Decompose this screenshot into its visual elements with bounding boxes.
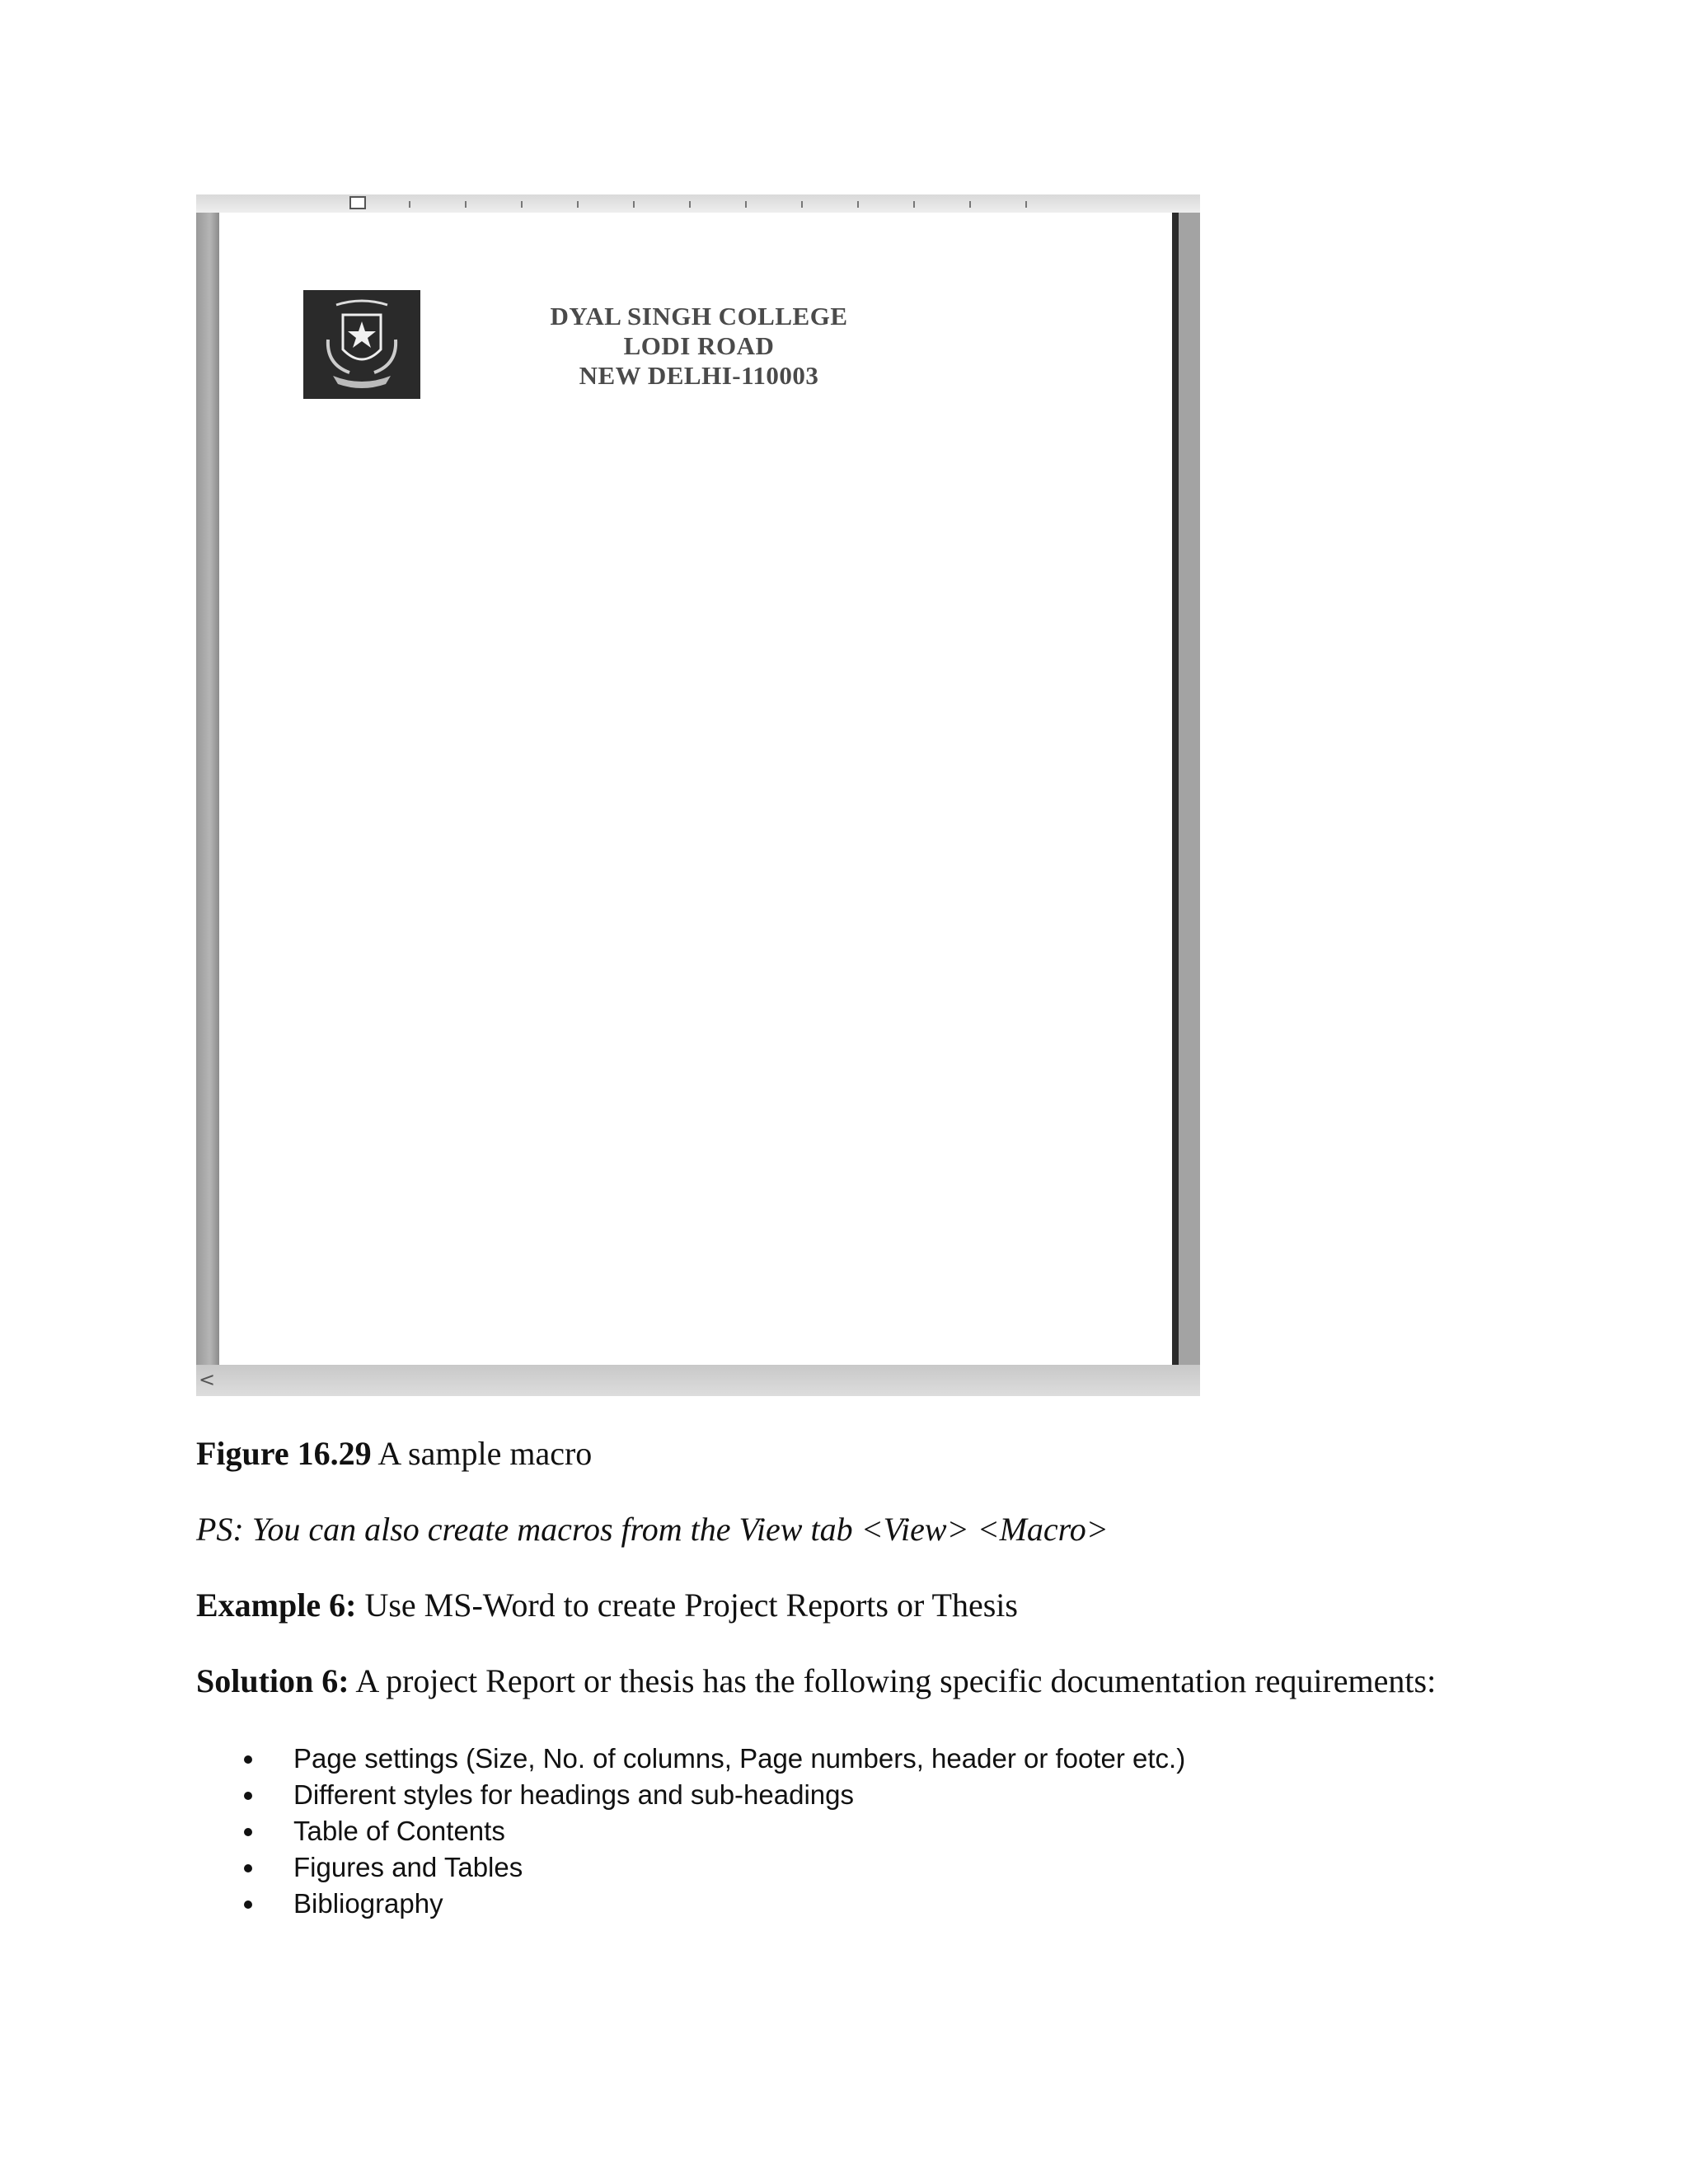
college-name: DYAL SINGH COLLEGE [550, 302, 848, 330]
ruler-tick [801, 201, 803, 208]
college-crest-icon [303, 290, 420, 399]
ruler-tick [521, 201, 523, 208]
scroll-left-icon[interactable]: < [198, 1368, 216, 1391]
college-header [509, 302, 889, 391]
bullet-icon [244, 1792, 252, 1800]
ruler-tick [1025, 201, 1027, 208]
list-item-text: Figures and Tables [293, 1852, 523, 1882]
horizontal-ruler[interactable] [196, 194, 1200, 213]
horizontal-scrollbar[interactable] [196, 1365, 1200, 1396]
ruler-tick [633, 201, 635, 208]
word-document-screenshot [196, 194, 1200, 1396]
list-item-text: Table of Contents [293, 1816, 505, 1846]
list-item-text: Page settings (Size, No. of columns, Page numbers, header or footer etc.) [293, 1743, 1186, 1774]
ruler-tick [409, 201, 410, 208]
list-item [244, 1849, 1185, 1886]
solution-text: A project Report or thesis has the following specific documentation requirements: [349, 1662, 1437, 1699]
ruler-tick [913, 201, 915, 208]
solution-line [196, 1661, 1436, 1700]
list-item-text: Different styles for headings and sub-headings [293, 1779, 854, 1810]
requirements-list [244, 1741, 1185, 1922]
example-text: Use MS-Word to create Project Reports or Thesis [356, 1586, 1018, 1624]
list-item [244, 1813, 1185, 1849]
college-street: LODI ROAD [623, 331, 775, 360]
figure-caption [196, 1434, 592, 1473]
ruler-tick [689, 201, 691, 208]
example-label: Example 6: [196, 1586, 357, 1624]
bullet-icon [244, 1828, 252, 1836]
bullet-icon [244, 1755, 252, 1764]
ruler-tick [857, 201, 859, 208]
figure-label: Figure 16.29 [196, 1435, 372, 1472]
ruler-tick [745, 201, 747, 208]
left-page-border [196, 213, 219, 1366]
list-item-text: Bibliography [293, 1888, 443, 1919]
vertical-scrollbar[interactable] [1172, 213, 1200, 1366]
ps-note: PS: You can also create macros from the View tab <View> <Macro> [196, 1511, 1109, 1548]
ruler-tick [969, 201, 971, 208]
solution-label: Solution 6: [196, 1662, 349, 1699]
indent-marker-icon[interactable] [349, 196, 366, 209]
example-line [196, 1586, 1018, 1624]
list-item [244, 1741, 1185, 1777]
list-item [244, 1777, 1185, 1813]
college-city: NEW DELHI-110003 [579, 361, 819, 390]
ruler-tick [465, 201, 467, 208]
college-logo [303, 290, 420, 399]
bullet-icon [244, 1864, 252, 1872]
ruler-tick [577, 201, 579, 208]
figure-caption-text: A sample macro [371, 1435, 593, 1472]
bullet-icon [244, 1900, 252, 1909]
list-item [244, 1886, 1185, 1922]
